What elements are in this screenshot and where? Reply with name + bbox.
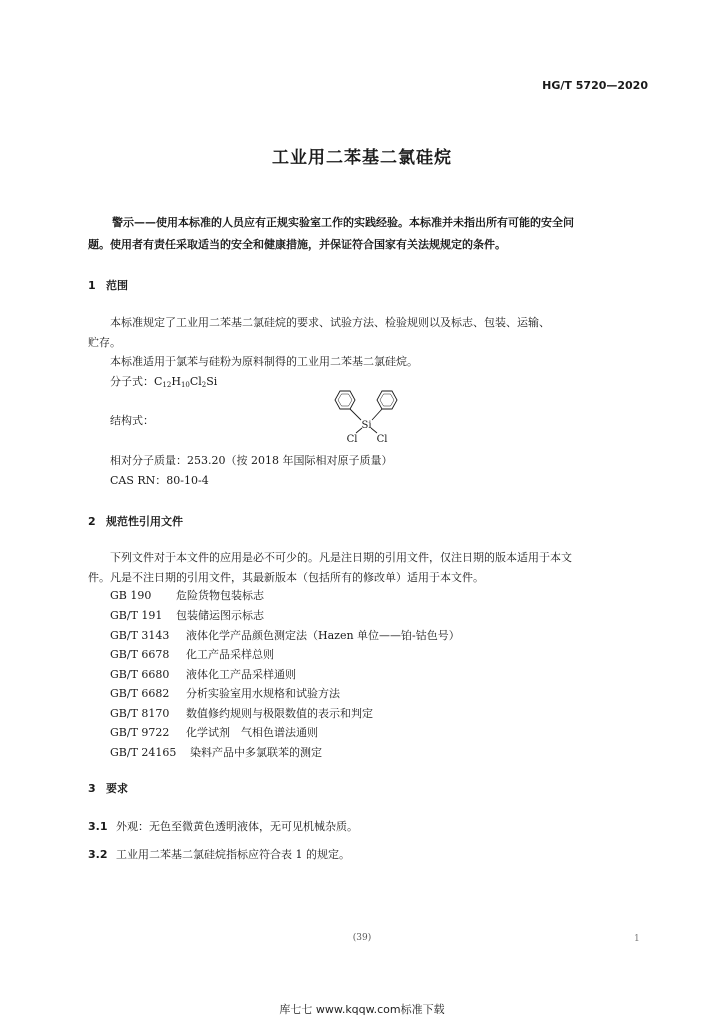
formula-c: C	[154, 375, 163, 388]
corner-mark: 1	[634, 934, 640, 944]
warning-paragraph	[88, 212, 658, 256]
formula-c-sub: 12	[162, 381, 172, 389]
document-title: 工业用二苯基二氯硅烷	[272, 148, 452, 168]
formula-cl: Cl	[189, 375, 202, 388]
section-3-title: 要求	[106, 782, 128, 795]
clause-3-2-text: 工业用二苯基二氯硅烷指标应符合表 1 的规定。	[116, 848, 350, 861]
relative-molecular-mass: 相对分子质量：253.20（按 2018 年国际相对原子质量）	[110, 454, 393, 467]
reference-title: 液体化工产品采样通则	[186, 668, 296, 681]
scope-line-1: 本标准规定了工业用二苯基二氯硅烷的要求、试验方法、检验规则以及标志、包装、运输、	[110, 316, 550, 329]
section-2-heading	[88, 513, 183, 529]
references-intro-line-2: 件。凡是不注日期的引用文件，其最新版本（包括所有的修改单）适用于本文件。	[88, 571, 484, 584]
reference-code: GB/T 6682	[110, 687, 170, 700]
reference-item	[110, 685, 340, 701]
formula-si: Si	[206, 375, 218, 388]
structural-formula-diagram	[322, 387, 412, 443]
reference-item	[110, 587, 264, 603]
reference-item	[110, 646, 274, 662]
clause-3-1-number: 3.1	[88, 820, 108, 833]
reference-code: GB/T 8170	[110, 707, 170, 720]
clause-3-1	[88, 818, 358, 834]
scope-line-2: 贮存。	[88, 336, 121, 349]
formula-cl-sub: 2	[201, 381, 207, 389]
clause-3-1-text: 外观：无色至微黄色透明液体，无可见机械杂质。	[116, 820, 358, 833]
section-3-number: 3	[88, 782, 96, 795]
section-1-title: 范围	[106, 279, 128, 292]
reference-item	[110, 705, 373, 721]
reference-item	[110, 666, 296, 682]
references-intro	[88, 548, 658, 588]
structure-si-label: Si	[361, 420, 372, 431]
reference-code: GB/T 9722	[110, 726, 170, 739]
cas-number: CAS RN：80-10-4	[110, 474, 209, 487]
reference-title: 危险货物包装标志	[176, 589, 264, 602]
structure-cl-right-label: Cl	[376, 434, 388, 443]
section-2-number: 2	[88, 515, 96, 528]
structure-cl-left-label: Cl	[346, 434, 358, 443]
section-1-number: 1	[88, 279, 96, 292]
reference-code: GB/T 6678	[110, 648, 170, 661]
references-intro-line-1: 下列文件对于本文件的应用是必不可少的。凡是注日期的引用文件，仅注日期的版本适用于本文	[110, 551, 572, 564]
clause-3-2	[88, 846, 350, 862]
structure-label: 结构式：	[110, 414, 154, 427]
warning-line-1: 警示——使用本标准的人员应有正规实验室工作的实践经验。本标准并未指出所有可能的安全问	[112, 216, 574, 229]
formula-label: 分子式：	[110, 375, 154, 388]
reference-code: GB/T 24165	[110, 746, 177, 759]
molecular-formula	[110, 373, 217, 389]
standard-code: HG/T 5720—2020	[542, 79, 648, 92]
page-number: (39)	[352, 933, 372, 943]
formula-h-sub: 10	[180, 381, 190, 389]
reference-code: GB/T 6680	[110, 668, 170, 681]
reference-code: GB/T 3143	[110, 629, 170, 642]
scope-paragraph-2: 本标准适用于氯苯与硅粉为原料制得的工业用二苯基二氯硅烷。	[110, 355, 418, 368]
reference-title: 染料产品中多氯联苯的测定	[190, 746, 322, 759]
reference-title: 化工产品采样总则	[186, 648, 274, 661]
reference-title: 数值修约规则与极限数值的表示和判定	[186, 707, 373, 720]
reference-code: GB/T 191	[110, 609, 163, 622]
section-3-heading	[88, 780, 128, 796]
reference-title: 化学试剂 气相色谱法通则	[186, 726, 318, 739]
reference-title: 分析实验室用水规格和试验方法	[186, 687, 340, 700]
watermark-footer: 库七七 www.kqqw.com标准下载	[279, 1003, 445, 1016]
reference-item	[110, 627, 460, 643]
scope-paragraph-1	[88, 313, 658, 353]
reference-title: 液体化学产品颜色测定法（Hazen 单位——铂-钴色号）	[186, 629, 460, 642]
section-2-title: 规范性引用文件	[106, 515, 183, 528]
formula-h: H	[171, 375, 181, 388]
reference-item	[110, 607, 264, 623]
reference-item	[110, 744, 322, 760]
reference-item	[110, 724, 318, 740]
reference-title: 包装储运图示标志	[176, 609, 264, 622]
reference-code: GB 190	[110, 589, 152, 602]
clause-3-2-number: 3.2	[88, 848, 108, 861]
section-1-heading	[88, 277, 128, 293]
warning-line-2: 题。使用者有责任采取适当的安全和健康措施，并保证符合国家有关法规规定的条件。	[88, 238, 506, 251]
